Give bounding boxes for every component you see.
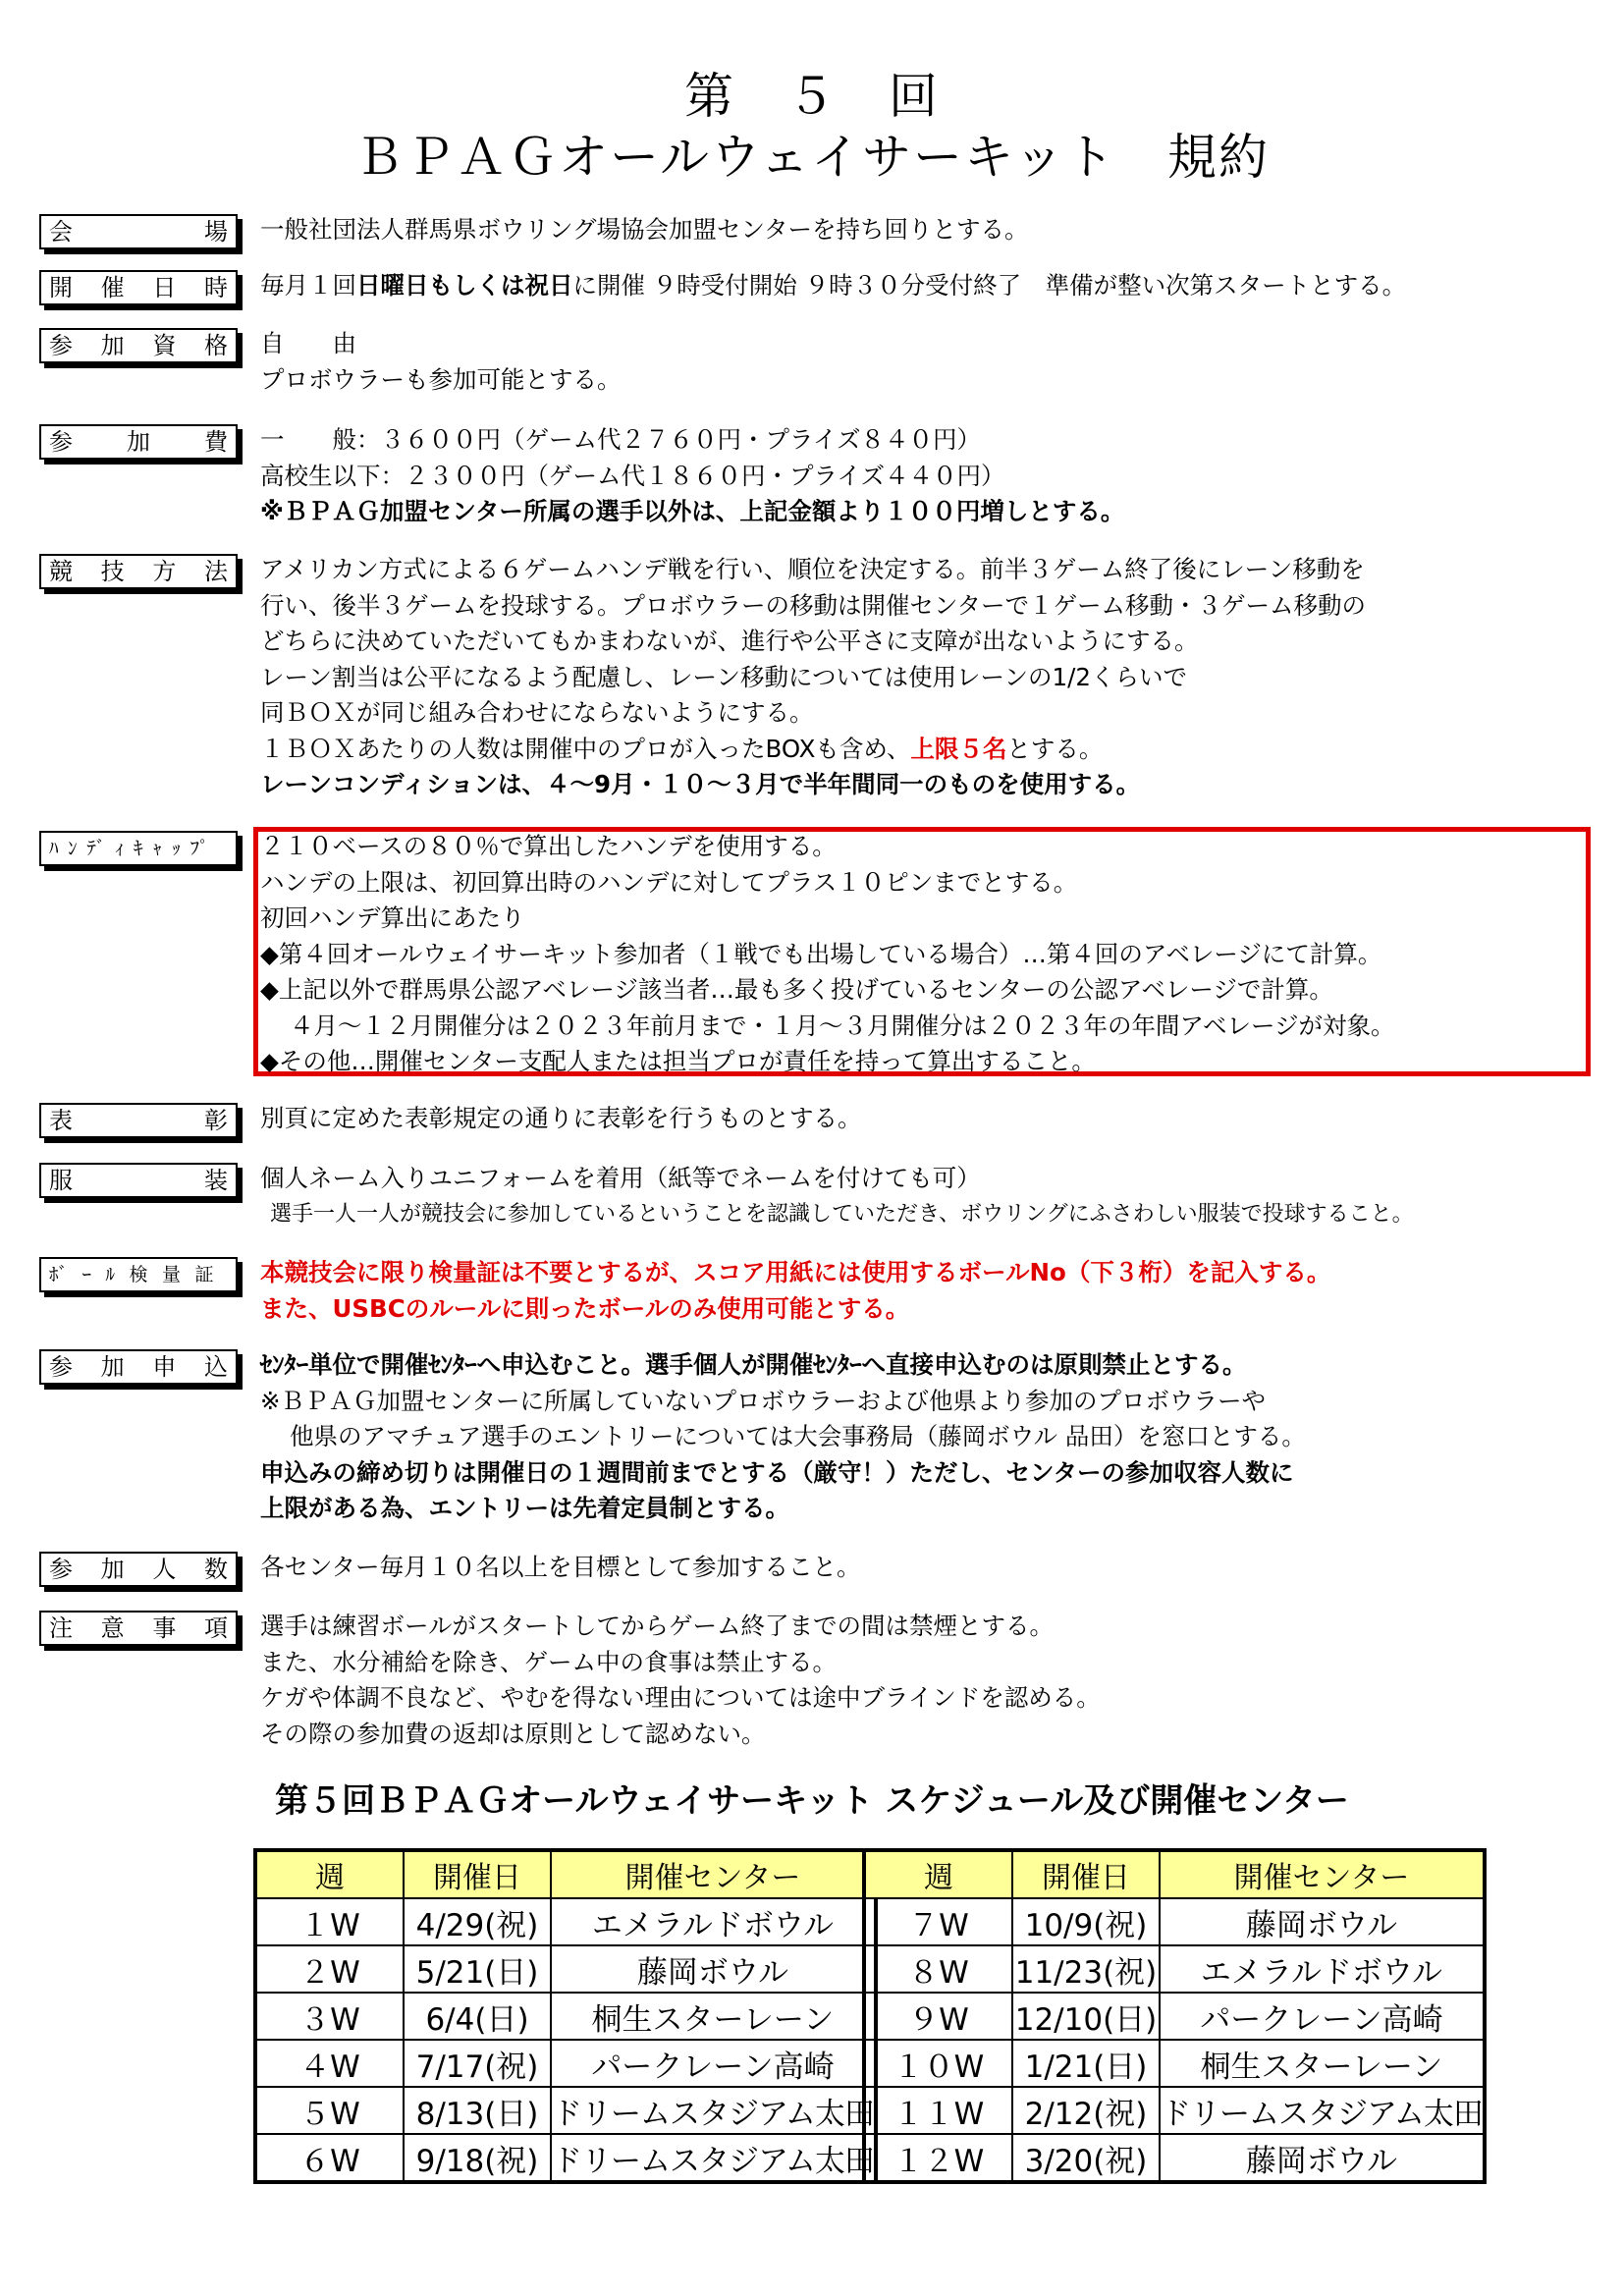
fee-line-1: 一 般：３６００円（ゲーム代２７６０円・プライズ８４０円） — [260, 425, 982, 454]
label-dress: 服装 — [39, 1163, 238, 1198]
ball-line-2: また、USBCのルールに則ったボールのみ使用可能とする。 — [260, 1293, 910, 1323]
method-line-3: どちらに決めていただいてもかまわないが、進行や公平さに支障が出ないようにする。 — [260, 627, 1199, 655]
schedule-table-left — [253, 1848, 878, 2184]
table-row: ４W 7/17(祝) パークレーン高崎 — [255, 2040, 876, 2087]
handi-line-3: 初回ハンデ算出にあたり — [260, 903, 525, 932]
header-date: 開催日 — [404, 1850, 551, 1898]
handi-line-6: ４月～１２月開催分は２０２３年前月まで・１月～３月開催分は２０２３年の年間アベレージが対象。 — [290, 1011, 1395, 1040]
table-row: ９W 12/10(日) パークレーン高崎 — [864, 1993, 1485, 2040]
notes-line-3: ケガや体調不良など、やむを得ない理由については途中ブラインドを認める。 — [260, 1683, 1101, 1712]
count-text: 各センター毎月１０名以上を目標として参加すること。 — [260, 1553, 861, 1581]
dress-line-2: 選手一人一人が競技会に参加しているということを認識していただき、ボウリングにふさわしい服装で投球すること。 — [270, 1201, 1414, 1227]
handi-line-2: ハンデの上限は、初回算出時のハンデに対してプラス１０ピンまでとする。 — [260, 867, 1078, 897]
label-award: 表彰 — [39, 1103, 238, 1138]
header-week: 週 — [864, 1850, 1012, 1898]
notes-line-1: 選手は練習ボールがスタートしてからゲーム終了までの間は禁煙とする。 — [260, 1612, 1055, 1640]
fee-line-2: 高校生以下：２３００円（ゲーム代１８６０円・プライズ４４０円） — [260, 461, 1005, 490]
notes-line-2: また、水分補給を除き、ゲーム中の食事は禁止する。 — [260, 1647, 838, 1676]
label-method: 競技方法 — [39, 554, 238, 589]
dress-line-1: 個人ネーム入りユニフォームを着用（紙等でネームを付けても可） — [260, 1164, 981, 1192]
ball-line-1: 本競技会に限り検量証は不要とするが、スコア用紙には使用するボールNo（下３桁）を記入する。 — [260, 1258, 1331, 1286]
label-count: 参加人数 — [39, 1552, 238, 1587]
schedule-table-right — [862, 1848, 1487, 2184]
label-date: 開催日時 — [39, 270, 238, 305]
method-line-4: レーン割当は公平になるよう配慮し、レーン移動については使用レーンの1/2くらいで — [260, 662, 1187, 691]
label-notes: 注意事項 — [39, 1611, 238, 1646]
header-center: 開催センター — [1160, 1850, 1485, 1898]
method-line-5: 同ＢＯＸが同じ組み合わせにならないようにする。 — [260, 698, 814, 727]
handi-line-4: ◆第４回オールウェイサーキット参加者（１戦でも出場している場合）…第４回のアベレージにて計算。 — [260, 939, 1382, 968]
apply-line-3: 他県のアマチュア選手のエントリーについては大会事務局（藤岡ボウル 品田）を窓口とする。 — [290, 1422, 1306, 1450]
qual-line-2: プロボウラーも参加可能とする。 — [260, 364, 622, 394]
label-handicap: ﾊﾝﾃﾞｨｷｬｯﾌﾟ — [39, 831, 238, 866]
venue-text: 一般社団法人群馬県ボウリング場協会加盟センターを持ち回りとする。 — [260, 215, 1029, 244]
apply-line-1: ｾﾝﾀｰ単位で開催ｾﾝﾀｰへ申込むこと。選手個人が開催ｾﾝﾀｰへ直接申込むのは原則禁止とする。 — [260, 1350, 1247, 1379]
method-line-6: １ＢＯＸあたりの人数は開催中のプロが入ったBOXも含め、上限５名とする。 — [260, 734, 1104, 763]
label-apply: 参加申込 — [39, 1349, 238, 1385]
qual-line-1: 自 由 — [260, 329, 356, 357]
method-line-1: アメリカン方式による６ゲームハンデ戦を行い、順位を決定する。前半３ゲーム終了後にレーン移動を — [260, 555, 1365, 583]
title-main: ＢＰＡＧオールウェイサーキット 規約 — [354, 129, 1270, 186]
label-venue: 会場 — [39, 214, 238, 249]
table-row: ６W 9/18(祝) ドリームスタジアム太田 — [255, 2134, 876, 2182]
title-round: 第 ５ 回 — [684, 68, 940, 125]
handi-line-1: ２１０ベースの８０％で算出したハンデを使用する。 — [260, 832, 837, 860]
handi-line-5: ◆上記以外で群馬県公認アベレージ該当者…最も多く投げているセンターの公認アベレージで計算。 — [260, 975, 1333, 1004]
handi-line-7: ◆その他…開催センター支配人または担当プロが責任を持って算出すること。 — [260, 1047, 1096, 1075]
table-row: １２W 3/20(祝) 藤岡ボウル — [864, 2134, 1485, 2182]
table-row: １１W 2/12(祝) ドリームスタジアム太田 — [864, 2087, 1485, 2134]
header-center: 開催センター — [551, 1850, 876, 1898]
apply-line-4: 申込みの締め切りは開催日の１週間前までとする（厳守！）ただし、センターの参加収容人数に — [260, 1457, 1294, 1487]
date-text: 毎月１回日曜日もしくは祝日に開催 ９時受付開始 ９時３０分受付終了 準備が整い次第スタートとする。 — [260, 271, 1407, 300]
table-row: ５W 8/13(日) ドリームスタジアム太田 — [255, 2087, 876, 2134]
award-text: 別頁に定めた表彰規定の通りに表彰を行うものとする。 — [260, 1104, 862, 1132]
label-qualification: 参加資格 — [39, 328, 238, 363]
label-ball: ﾎﾞｰﾙ検量証 — [39, 1257, 238, 1292]
header-week: 週 — [255, 1850, 404, 1898]
method-line-2: 行い、後半３ゲームを投球する。プロボウラーの移動は開催センターで１ゲーム移動・３ゲーム移動の — [260, 590, 1367, 620]
fee-line-3: ※ＢＰＡＧ加盟センター所属の選手以外は、上記金額より１００円増しとする。 — [260, 497, 1125, 525]
apply-line-5: 上限がある為、エントリーは先着定員制とする。 — [260, 1494, 789, 1522]
table-row: １０W 1/21(日) 桐生スターレーン — [864, 2040, 1485, 2087]
schedule-title: 第５回ＢＰＡＧオールウェイサーキット スケジュール及び開催センター — [275, 1781, 1349, 1821]
table-row: ８W 11/23(祝) エメラルドボウル — [864, 1945, 1485, 1993]
table-row: ３W 6/4(日) 桐生スターレーン — [255, 1993, 876, 2040]
method-line-7: レーンコンディションは、４～9月・１０～３月で半年間同一のものを使用する。 — [260, 770, 1141, 798]
table-row: １W 4/29(祝) エメラルドボウル — [255, 1898, 876, 1945]
notes-line-4: その際の参加費の返却は原則として認めない。 — [260, 1719, 766, 1748]
table-row: ２W 5/21(日) 藤岡ボウル — [255, 1945, 876, 1993]
header-date: 開催日 — [1012, 1850, 1160, 1898]
table-row: ７W 10/9(祝) 藤岡ボウル — [864, 1898, 1485, 1945]
label-fee: 参加費 — [39, 424, 238, 460]
apply-line-2: ※ＢＰＡＧ加盟センターに所属していないプロボウラーおよび他県より参加のプロボウラーや — [260, 1386, 1267, 1415]
